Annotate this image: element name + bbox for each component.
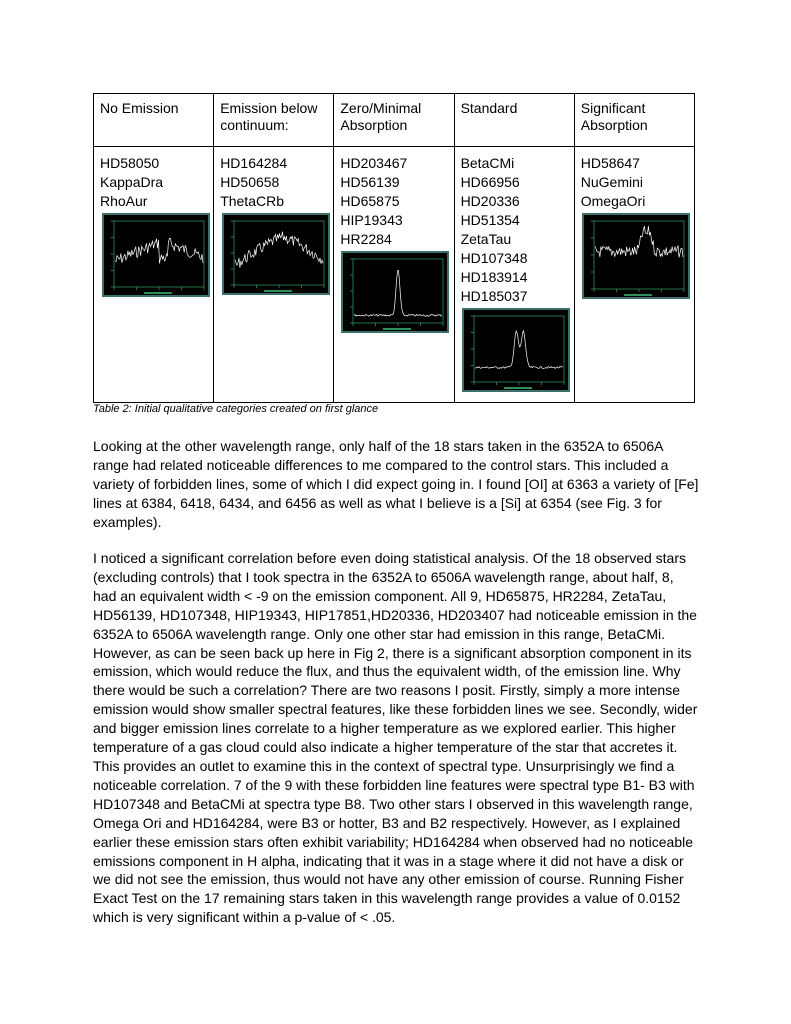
spectrum-plot-emission-below	[222, 213, 330, 295]
star-name: HD20336	[460, 193, 520, 209]
spectrum-axis-label	[624, 294, 652, 296]
header-significant-absorption: Significant Absorption	[574, 94, 694, 147]
cell-zero-minimal-absorption	[334, 147, 454, 403]
star-name: HR2284	[340, 231, 392, 247]
spectrum-trace	[475, 330, 563, 368]
spectrum-plot-significant-absorption	[582, 213, 690, 299]
spectrum-frame	[474, 316, 564, 382]
cell-standard	[454, 147, 574, 403]
spectrum-trace	[235, 232, 323, 268]
paragraph-correlation: I noticed a significant correlation before even doing statistical analysis. Of the 18 observed stars (excluding controls) that I took spectra in the 6352A to 6506A wavelength range, about half, 8, had an equivalent width < -9 on the emission component. All 9, HD65875, HR2284, ZetaTau, HD56139, HD107348, HIP19343, HIP17851,HD20336, HD203407 had noticeable emission in the 6352A to 6506A wavelength range. Only one other star had emission in this range, BetaCMi. However, as can be seen back up here in Fig 2, there is a significant absorption component in its emission, which would reduce the flux, and thus the equivalent width, of the emission line. Why there would be such a correlation? There are two reasons I posit. Firstly, simply a more intense emission would show smaller spectral features, like these forbidden lines we see. Secondly, wider and bigger emission lines correlate to a higher temperature as we explored earlier. This higher temperature of a gas cloud could also indicate a higher temperature of the star that accretes it. This provides an outlet to examine this in the context of spectral type. Unsurprisingly we find a noticeable correlation. 7 of the 9 with these forbidden line features were spectral type B1- B3 with HD107348 and BetaCMi at spectra type B8. Two other stars I observed in this wavelength range, Omega Ori and HD164284, were B3 or hotter, B3 and B2 respectively. However, as I explained earlier these emission stars often exhibit variability; HD164284 when observed had no noticeable emissions component in H alpha, indicating that it was in a stage where it did not have a disk or we did not see the emission, thus would not have any other emission of course. Running Fisher Exact Test on the 17 remaining stars taken in this wavelength range provides a value of 0.0152 which is very significant within a p-value of < .05.	[93, 550, 698, 926]
star-name: HD50658	[220, 174, 280, 190]
table-caption: Table 2: Initial qualitative categories created on first glance	[93, 403, 379, 415]
spectrum-trace	[354, 270, 442, 316]
spectrum-axis-label	[264, 290, 292, 292]
star-name: HD66956	[460, 174, 520, 190]
categories-table	[93, 93, 695, 403]
spectrum-trace	[115, 238, 203, 263]
header-no-emission: No Emission	[94, 94, 214, 147]
cell-significant-absorption	[574, 147, 694, 403]
star-name: KappaDra	[100, 174, 164, 190]
spectrum-plot-standard	[462, 308, 570, 392]
spectrum-plot-zero-absorption	[341, 251, 449, 333]
header-emission-below-continuum: Emission below continuum:	[214, 94, 334, 147]
spectrum-axis-label	[504, 387, 532, 389]
header-standard: Standard	[454, 94, 574, 147]
star-name: HD65875	[340, 193, 400, 209]
star-name: HD56139	[340, 174, 400, 190]
star-name: HD164284	[220, 155, 288, 171]
star-name: HD58050	[100, 155, 160, 171]
star-name: HD51354	[460, 212, 520, 228]
cell-emission-below-continuum	[214, 147, 334, 403]
paragraph-wavelength-range: Looking at the other wavelength range, only half of the 18 stars taken in the 6352A to 6506A range had related noticeable differences to me compared to the control stars. This included a variety of forbidden lines, some of which I did expect going in. I found [OI] at 6363 a variety of [Fe] lines at 6384, 6418, 6434, and 6456 as well as what I believe is a [Si] at 6354 (see Fig. 3 for examples).	[93, 438, 699, 530]
star-name: HD107348	[460, 250, 528, 266]
star-name: HD58647	[580, 155, 640, 171]
star-name: HIP19343	[340, 212, 403, 228]
star-name: ZetaTau	[460, 231, 512, 247]
star-name: OmegaOri	[580, 193, 646, 209]
star-name: HD203467	[340, 155, 408, 171]
star-name: RhoAur	[100, 193, 148, 209]
spectrum-plot-no-emission	[102, 213, 210, 297]
star-name: NuGemini	[580, 174, 643, 190]
star-name: HD183914	[460, 269, 528, 285]
star-name: BetaCMi	[460, 155, 515, 171]
spectrum-frame	[234, 221, 324, 285]
star-name: HD185037	[460, 288, 528, 304]
spectrum-frame	[594, 221, 684, 289]
table-header-row	[94, 94, 695, 147]
spectrum-axis-label	[144, 292, 172, 294]
cell-no-emission	[94, 147, 214, 403]
spectrum-axis-label	[383, 328, 411, 330]
spectrum-trace	[595, 226, 683, 257]
spectrum-frame	[353, 259, 443, 323]
table-body-row	[94, 147, 695, 403]
header-zero-minimal-absorption: Zero/Minimal Absorption	[334, 94, 454, 147]
star-name: ThetaCRb	[220, 193, 284, 209]
